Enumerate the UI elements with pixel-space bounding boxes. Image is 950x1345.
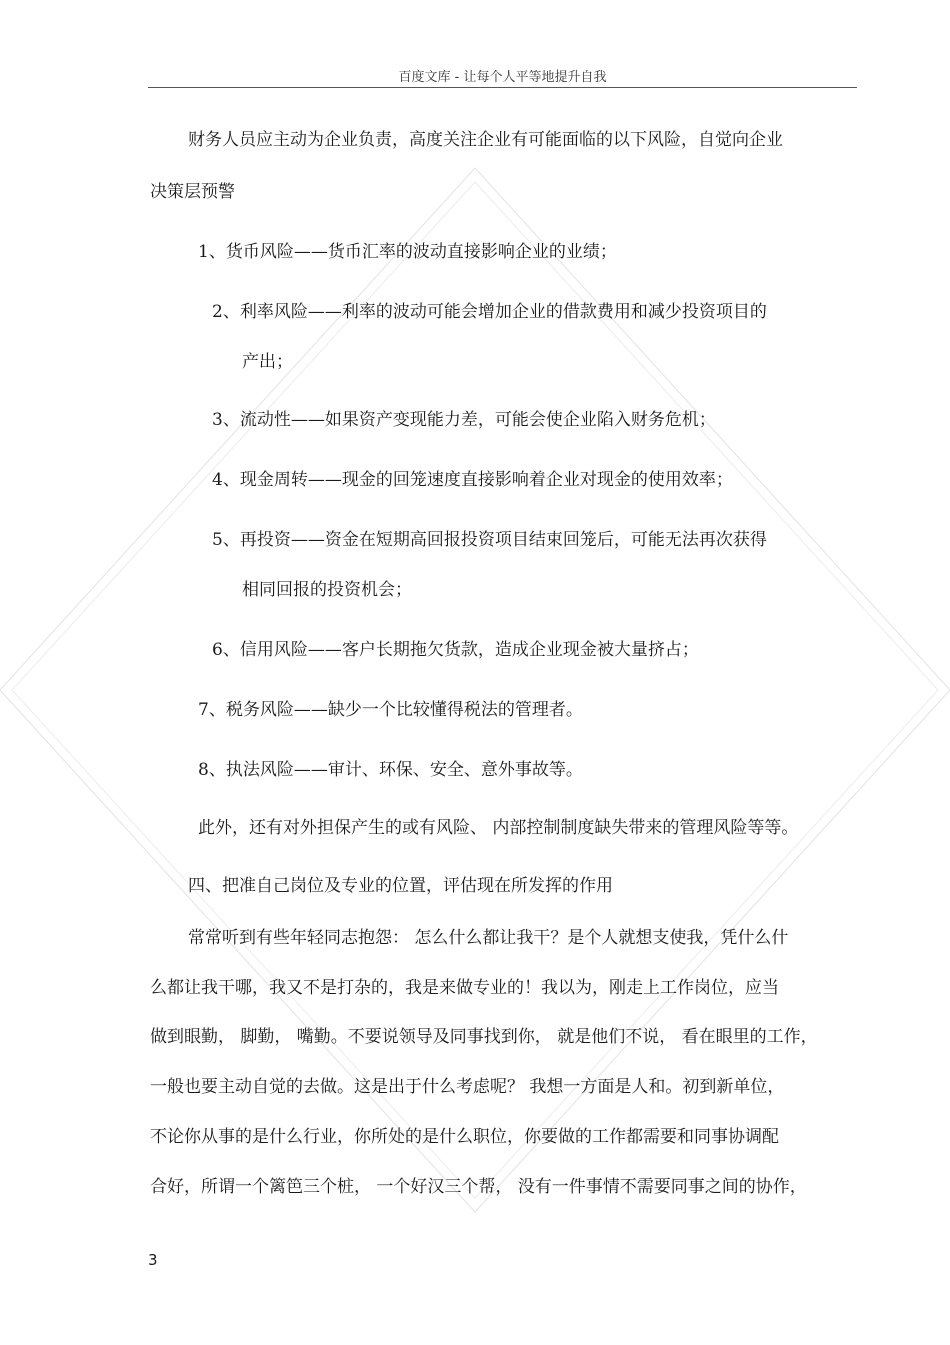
risk-item-2-continued: 产出； [242, 352, 293, 372]
paragraph-body-line-4: 一般也要主动自觉的去做。这是出于什么考虑呢？ 我想一方面是人和。初到新单位， [150, 1077, 785, 1097]
paragraph-body-line-3: 做到眼勤， 脚勤， 嘴勤。不要说领导及同事找到你， 就是他们不说， 看在眼里的工作， [150, 1027, 818, 1047]
paragraph-body-line-2: 么都让我干哪，我又不是打杂的，我是来做专业的！我以为，刚走上工作岗位，应当 [150, 978, 779, 998]
paragraph-body-line-1: 常常听到有些年轻同志抱怨： 怎么什么都让我干？是个人就想支使我，凭什么什 [188, 928, 789, 948]
page-header: 百度文库 - 让每个人平等地提升自我 [398, 70, 607, 85]
paragraph-body-line-5: 不论你从事的是什么行业，你所处的是什么职位，你要做的工作都需要和同事协调配 [150, 1127, 779, 1147]
risk-item-3: 3、流动性——如果资产变现能力差，可能会使企业陷入财务危机； [212, 410, 716, 430]
paragraph-intro-line-2: 决策层预警 [150, 182, 235, 202]
risk-item-5: 5、再投资——资金在短期高回报投资项目结束回笼后，可能无法再次获得 [212, 530, 767, 550]
risk-item-4: 4、现金周转——现金的回笼速度直接影响着企业对现金的使用效率； [212, 470, 733, 490]
paragraph-body-line-6: 合好，所谓一个篱笆三个桩， 一个好汉三个帮， 没有一件事情不需要同事之间的协作， [150, 1177, 807, 1197]
risk-item-7: 7、税务风险——缺少一个比较懂得税法的管理者。 [198, 700, 583, 720]
paragraph-additional-risks: 此外，还有对外担保产生的或有风险、 内部控制制度缺失带来的管理风险等等。 [198, 818, 799, 838]
paragraph-intro-line-1: 财务人员应主动为企业负责，高度关注企业有可能面临的以下风险，自觉向企业 [188, 130, 783, 150]
risk-item-5-continued: 相同回报的投资机会； [242, 580, 412, 600]
header-divider [148, 87, 857, 88]
risk-item-8: 8、执法风险——审计、环保、安全、意外事故等。 [198, 760, 583, 780]
risk-item-6: 6、信用风险——客户长期拖欠货款，造成企业现金被大量挤占； [212, 640, 699, 660]
risk-item-1: 1、货币风险——货币汇率的波动直接影响企业的业绩； [198, 242, 617, 262]
risk-item-2: 2、利率风险——利率的波动可能会增加企业的借款费用和减少投资项目的 [212, 302, 767, 322]
page-number: 3 [148, 1251, 158, 1269]
section-heading-four: 四、把准自己岗位及专业的位置，评估现在所发挥的作用 [188, 876, 613, 896]
